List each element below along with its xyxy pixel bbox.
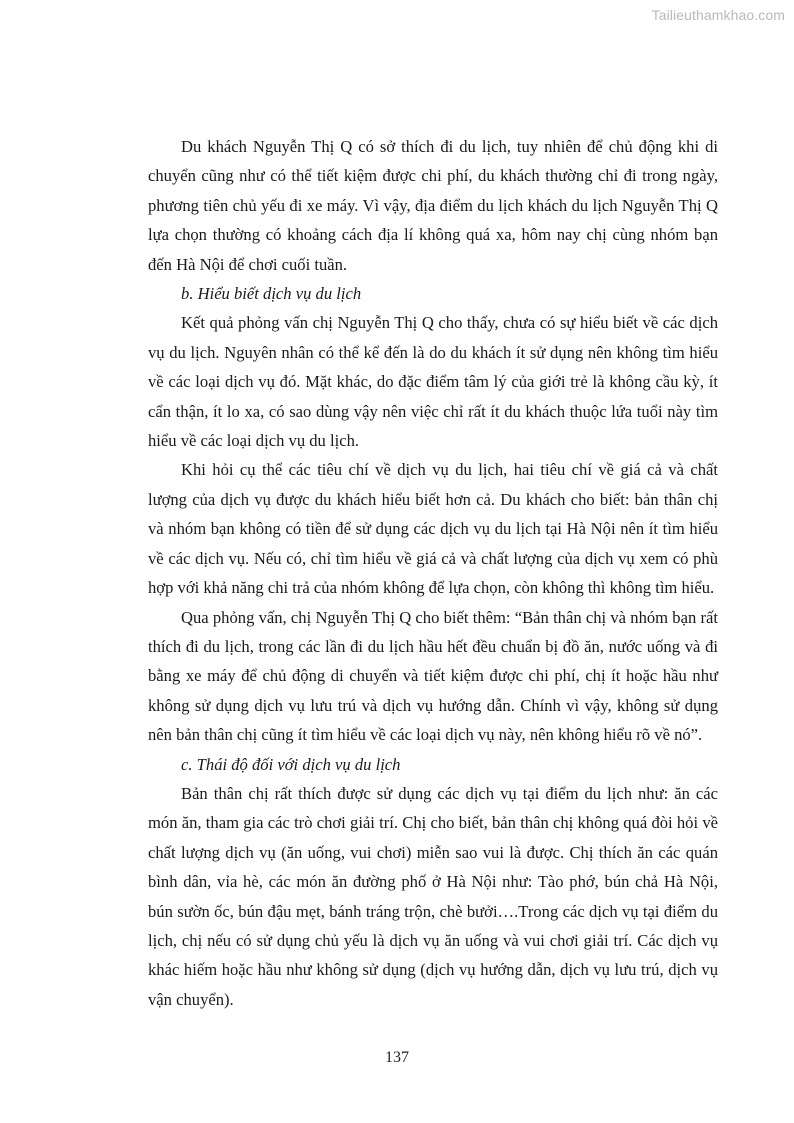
paragraph-quote: Qua phỏng vấn, chị Nguyễn Thị Q cho biết thêm: “Bản thân chị và nhóm bạn rất thích đi du lịch, trong các lần đi du lịch hầu hết đều chuẩn bị đồ ăn, nước uống và đi bằng xe máy để chủ động di chuyển và tiết kiệm được chi phí, chị ít hoặc hầu như không sử dụng dịch vụ lưu trú và dịch vụ hướng dẫn. Chính vì vậy, không sử dụng nên bản thân chị cũng ít tìm hiểu về các loại dịch vụ này, nên không hiểu rõ về nó”. (148, 607, 718, 745)
section-heading-c: c. Thái độ đối với dịch vụ du lịch (181, 754, 401, 774)
page-body (148, 132, 718, 1014)
section-heading-b: b. Hiểu biết dịch vụ du lịch (181, 284, 362, 304)
paragraph-interview-result: Kết quả phỏng vấn chị Nguyễn Thị Q cho thấy, chưa có sự hiểu biết về các dịch vụ du lịch. Nguyên nhân có thể kể đến là do du khách ít sử dụng nên không tìm hiểu về các loại dịch vụ đó. Mặt khác, do đặc điểm tâm lý của giới trẻ là không cầu kỳ, ít cẩn thận, ít lo xa, có sao dùng vậy nên việc chỉ rất ít du khách thuộc lứa tuổi này tìm hiểu về các loại dịch vụ du lịch. (148, 313, 718, 451)
watermark: Tailieuthamkhao.com (651, 7, 785, 23)
paragraph-intro: Du khách Nguyễn Thị Q có sở thích đi du lịch, tuy nhiên để chủ động khi di chuyển cũng như có thể tiết kiệm được chi phí, du khách thường chỉ đi trong ngày, phương tiên chủ yếu đi xe máy. Vì vậy, địa điểm du lịch khách du lịch Nguyễn Thị Q lựa chọn thường có khoảng cách địa lí không quá xa, hôm nay chị cùng nhóm bạn đến Hà Nội để chơi cuối tuần. (148, 137, 718, 274)
page-number: 137 (385, 1049, 409, 1066)
paragraph-attitude: Bản thân chị rất thích được sử dụng các dịch vụ tại điểm du lịch như: ăn các món ăn, tham gia các trò chơi giải trí. Chị cho biết, bản thân chị không quá đòi hỏi về chất lượng dịch vụ (ăn uống, vui chơi) miễn sao vui là được. Chị thích ăn các quán bình dân, vỉa hè, các món ăn đường phố ở Hà Nội như: Tào phớ, bún chả Hà Nội, bún sườn ốc, bún đậu mẹt, bánh tráng trộn, chè bưởi….Trong các dịch vụ tại điểm du lịch, chị nếu có sử dụng chủ yếu là dịch vụ ăn uống và vui chơi giải trí. Các dịch vụ khác hiếm hoặc hầu như không sử dụng (dịch vụ hướng dẫn, dịch vụ lưu trú, dịch vụ vận chuyển). (148, 783, 718, 1009)
paragraph-criteria: Khi hỏi cụ thể các tiêu chí về dịch vụ du lịch, hai tiêu chí về giá cả và chất lượng của dịch vụ được du khách hiểu biết hơn cả. Du khách cho biết: bản thân chị và nhóm bạn không có tiền để sử dụng các dịch vụ du lịch tại Hà Nội nên ít tìm hiểu về các dịch vụ. Nếu có, chỉ tìm hiểu về giá cả và chất lượng của dịch vụ xem có phù hợp với khả năng chi trả của nhóm không để lựa chọn, còn không thì không tìm hiểu. (148, 460, 718, 598)
